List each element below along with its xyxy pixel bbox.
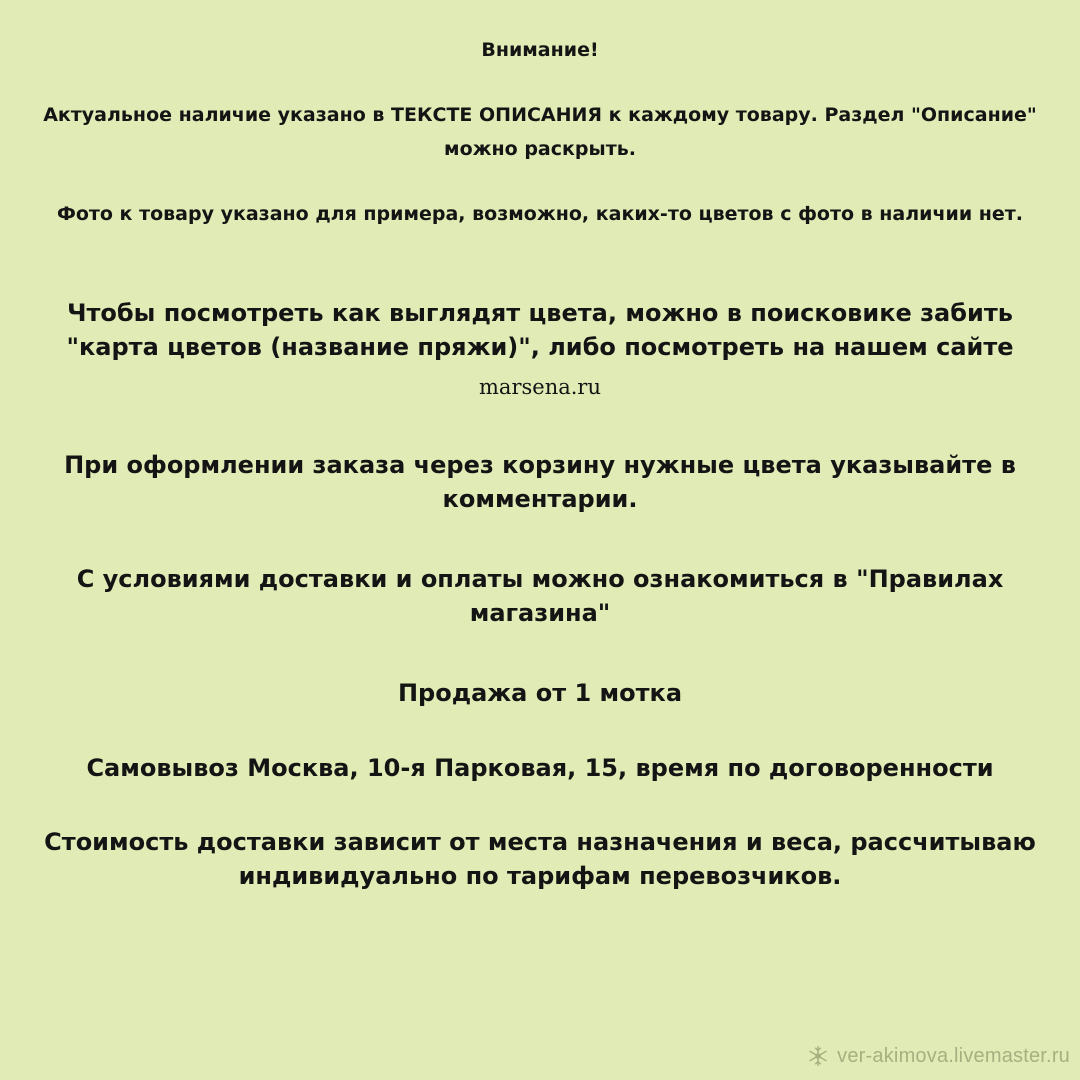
watermark — [807, 1042, 1070, 1070]
site-link[interactable]: marsena.ru — [479, 375, 601, 399]
watermark-text: ver-akimova.livemaster.ru — [837, 1044, 1070, 1067]
notice-title: Внимание! — [481, 39, 599, 61]
notice-paragraph-delivery-rules: С условиями доставки и оплаты можно ознакомиться в "Правилах магазина" — [76, 565, 1004, 627]
notice-paragraph-pickup: Самовывоз Москва, 10-я Парковая, 15, время по договоренности — [86, 754, 994, 782]
notice-paragraph-minimum: Продажа от 1 мотка — [397, 679, 683, 707]
notice-paragraph-colors — [40, 296, 1040, 406]
notice-paragraph-delivery-cost: Стоимость доставки зависит от места назначения и веса, рассчитываю индивидуально по тарифам перевозчиков. — [44, 828, 1036, 890]
notice-paragraph-availability: Актуальное наличие указано в ТЕКСТЕ ОПИСАНИЯ к каждому товару. Раздел "Описание" можно раскрыть. — [43, 104, 1037, 160]
notice-paragraph-colors-text: Чтобы посмотреть как выглядят цвета, можно в поисковике забить "карта цветов (название пряжи)", либо посмотреть на нашем сайте — [66, 299, 1014, 361]
notice-paragraph-photo: Фото к товару указано для примера, возможно, каких-то цветов с фото в наличии нет. — [56, 203, 1023, 225]
notice-paragraph-cart: При оформлении заказа через корзину нужные цвета указывайте в комментарии. — [64, 451, 1016, 513]
snowflake-icon — [807, 1045, 829, 1067]
